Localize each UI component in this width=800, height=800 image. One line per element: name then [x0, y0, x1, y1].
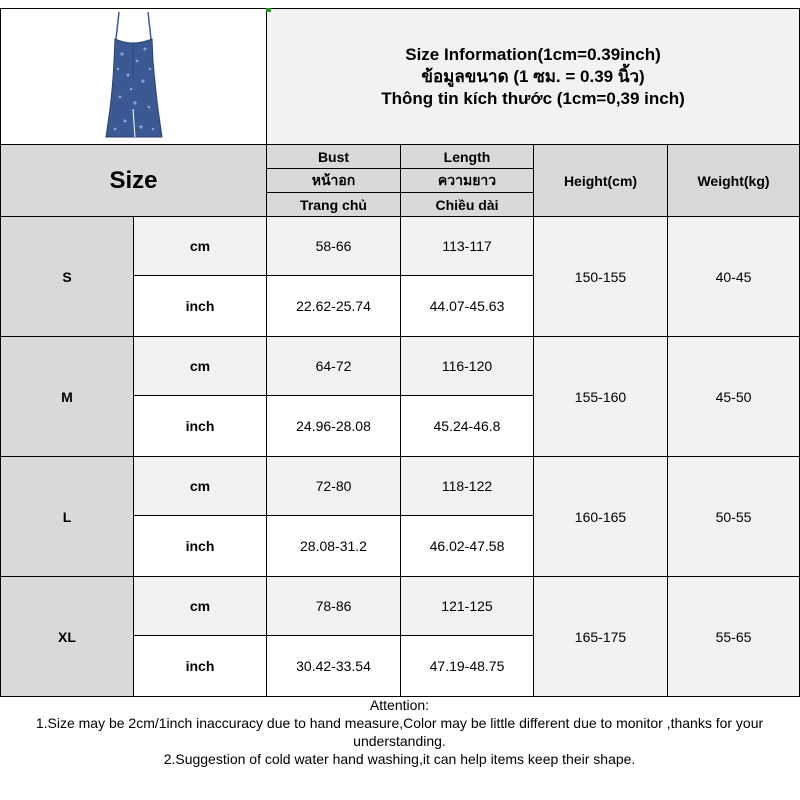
height-header: Height(cm)	[534, 145, 668, 217]
length-header-en: Length	[401, 145, 534, 169]
height-xl: 165-175	[534, 577, 668, 697]
unit-inch: inch	[134, 636, 267, 697]
size-label-m: M	[1, 337, 134, 457]
attention-notes	[0, 696, 799, 768]
unit-inch: inch	[134, 396, 267, 457]
bust-header-th: หน้าอก	[267, 169, 401, 193]
bust-cm-l: 72-80	[267, 457, 401, 516]
length-header-th: ความยาว	[401, 169, 534, 193]
length-inch-xl: 47.19-48.75	[401, 636, 534, 697]
length-inch-s: 44.07-45.63	[401, 276, 534, 337]
unit-cm: cm	[134, 457, 267, 516]
weight-l: 50-55	[668, 457, 800, 577]
length-cm-s: 113-117	[401, 217, 534, 276]
length-inch-l: 46.02-47.58	[401, 516, 534, 577]
bust-inch-s: 22.62-25.74	[267, 276, 401, 337]
bust-cm-xl: 78-86	[267, 577, 401, 636]
height-l: 160-165	[534, 457, 668, 577]
size-label-s: S	[1, 217, 134, 337]
height-m: 155-160	[534, 337, 668, 457]
corner-marker	[266, 8, 271, 12]
bust-inch-l: 28.08-31.2	[267, 516, 401, 577]
size-table	[0, 8, 800, 697]
weight-s: 40-45	[668, 217, 800, 337]
bust-cm-m: 64-72	[267, 337, 401, 396]
info-line-en: Size Information(1cm=0.39inch)	[405, 44, 661, 64]
bust-inch-xl: 30.42-33.54	[267, 636, 401, 697]
weight-header: Weight(kg)	[668, 145, 800, 217]
unit-inch: inch	[134, 516, 267, 577]
length-cm-m: 116-120	[401, 337, 534, 396]
height-s: 150-155	[534, 217, 668, 337]
size-label-l: L	[1, 457, 134, 577]
length-cm-xl: 121-125	[401, 577, 534, 636]
info-line-vi: Thông tin kích thước (1cm=0,39 inch)	[381, 88, 685, 108]
product-photo-cell	[1, 9, 267, 145]
length-header-vi: Chiều dài	[401, 193, 534, 217]
bust-header-en: Bust	[267, 145, 401, 169]
bust-cm-s: 58-66	[267, 217, 401, 276]
unit-inch: inch	[134, 276, 267, 337]
bust-header-vi: Trang chủ	[267, 193, 401, 217]
dress-photo	[65, 9, 203, 144]
size-information-header	[267, 9, 800, 145]
bust-inch-m: 24.96-28.08	[267, 396, 401, 457]
length-inch-m: 45.24-46.8	[401, 396, 534, 457]
weight-xl: 55-65	[668, 577, 800, 697]
notes-heading: Attention:	[369, 697, 430, 713]
unit-cm: cm	[134, 217, 267, 276]
length-cm-l: 118-122	[401, 457, 534, 516]
weight-m: 45-50	[668, 337, 800, 457]
size-column-title: Size	[1, 145, 267, 217]
info-line-th: ข้อมูลขนาด (1 ซม. = 0.39 นิ้ว)	[421, 66, 645, 86]
unit-cm: cm	[134, 337, 267, 396]
size-label-xl: XL	[1, 577, 134, 697]
note-1: 1.Size may be 2cm/1inch inaccuracy due to hand measure,Color may be little different due to monitor ,thanks for your understanding.	[35, 715, 764, 749]
unit-cm: cm	[134, 577, 267, 636]
note-2: 2.Suggestion of cold water hand washing,it can help items keep their shape.	[163, 751, 636, 767]
